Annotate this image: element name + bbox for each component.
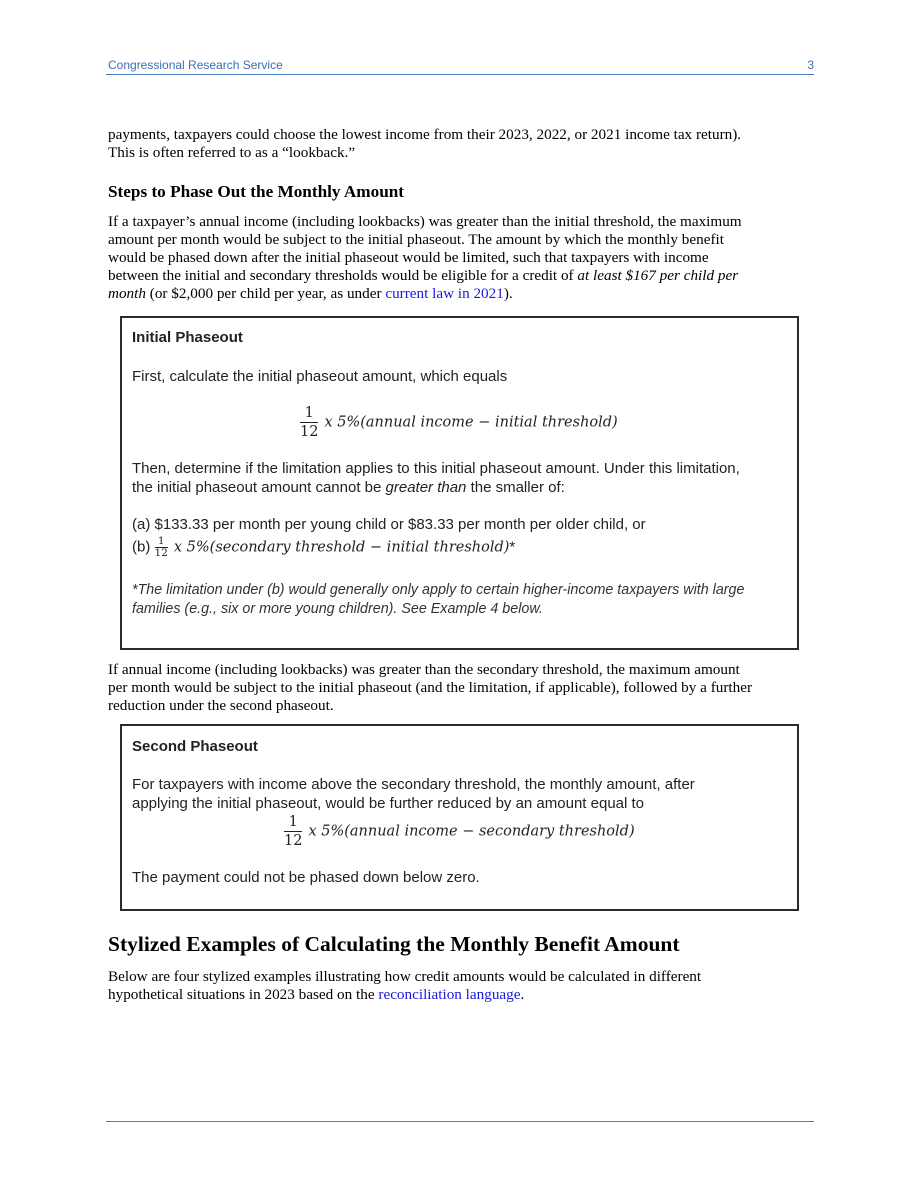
steps-line-4 [108,267,814,285]
examples-line-1: Below are four stylized examples illustrating how credit amounts would be calculated in different [108,968,702,985]
option-b-fraction [155,536,168,559]
fraction-denominator: 12 [300,424,319,440]
initial-phaseout-formula [300,404,618,441]
initial-phaseout-instruction: First, calculate the initial phaseout amount, which equals [132,368,508,385]
formula-expression: x 5%(annual income − initial threshold) [324,414,618,431]
second-formula-fraction [284,813,302,850]
secondary-line-3: reduction under the second phaseout. [108,697,334,714]
second-phaseout-box [120,724,799,911]
steps-line-2: amount per month would be subject to the initial phaseout. The amount by which the monthly benefit [108,231,724,248]
second-phaseout-line-2: applying the initial phaseout, would be further reduced by an amount equal to [132,795,645,812]
steps-line-1: If a taxpayer’s annual income (including lookbacks) was greater than the initial threshold, the maximum [108,213,742,230]
footer-rule [106,1121,814,1122]
examples-line-2-end: . [520,986,525,1003]
second-phaseout-floor: The payment could not be phased down below zero. [132,869,480,886]
examples-line-2-text: hypothetical situations in 2023 based on the [108,986,379,1003]
second-fraction-numerator: 1 [284,813,302,832]
option-b-expression: x 5%(secondary threshold − initial threshold) [173,539,510,556]
current-law-link[interactable]: current law in 2021 [385,285,504,302]
secondary-line-2: per month would be subject to the initial phaseout (and the limitation, if applicable), followed by a further [108,679,753,696]
intro-line-1: payments, taxpayers could choose the lowest income from their 2023, 2022, or 2021 income tax return). [108,126,742,143]
page-header [108,58,814,74]
option-b-numerator: 1 [155,536,168,548]
option-b-asterisk: * [509,538,516,556]
examples-heading: Stylized Examples of Calculating the Monthly Benefit Amount [108,932,680,956]
steps-heading: Steps to Phase Out the Monthly Amount [108,182,405,201]
option-b [132,536,515,559]
steps-paragraph [108,213,814,303]
limitation-end: the smaller of: [466,479,565,496]
steps-line-5-end: ). [503,285,513,302]
second-fraction-denominator: 12 [284,833,303,849]
footnote-line-1: *The limitation under (b) would generally only apply to certain higher-income taxpayers with large [132,582,745,598]
intro-line-2: This is often referred to as a “lookback.” [108,144,356,161]
limitation-text: the initial phaseout amount cannot be [132,479,386,496]
secondary-line-1: If annual income (including lookbacks) was greater than the secondary threshold, the maximum amount [108,661,740,678]
steps-line-3: would be phased down after the initial phaseout would be limited, such that taxpayers with income [108,249,709,266]
intro-paragraph [108,126,814,162]
steps-line-5 [108,285,814,303]
examples-paragraph [108,968,814,1004]
second-phaseout-line-1: For taxpayers with income above the secondary threshold, the monthly amount, after [132,776,695,793]
second-formula-expression: x 5%(annual income − secondary threshold) [308,823,635,840]
fraction-numerator: 1 [300,404,318,423]
option-b-denominator: 12 [154,547,168,559]
steps-line-4-text: between the initial and secondary thresholds would be eligible for a credit of [108,267,578,284]
option-a: (a) $133.33 per month per young child or $83.33 per month per older child, or [132,516,646,533]
limitation-line-2 [132,479,565,496]
limitation-emphasis: greater than [385,479,467,496]
formula-fraction [300,404,318,441]
footnote-line-2: families (e.g., six or more young children). See Example 4 below. [132,601,543,617]
steps-line-5-text: (or $2,000 per child per year, as under [145,285,386,302]
limitation-line-1: Then, determine if the limitation applies to this initial phaseout amount. Under this limitation, [132,460,740,477]
steps-line-5-emphasis: month [108,285,146,302]
secondary-paragraph [108,661,814,715]
second-phaseout-formula [284,813,635,850]
header-rule [106,74,814,75]
initial-phaseout-box [120,316,799,650]
reconciliation-language-link[interactable]: reconciliation language [378,986,521,1003]
second-phaseout-title: Second Phaseout [132,738,258,755]
examples-line-2 [108,986,814,1004]
page-number: 3 [807,58,814,72]
option-b-label: (b) [132,538,151,556]
steps-line-4-emphasis: at least $167 per child per [577,267,739,284]
header-org: Congressional Research Service [108,58,283,72]
initial-phaseout-title: Initial Phaseout [132,329,243,346]
